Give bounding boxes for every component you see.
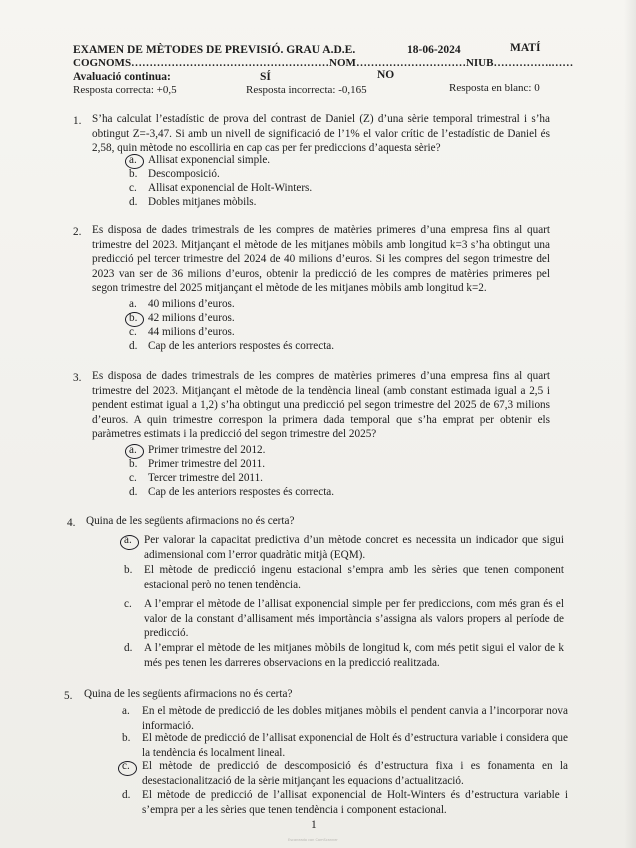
question-text: Quina de les següents afirmacions no és certa?: [86, 515, 295, 527]
option-letter: d.: [129, 196, 138, 208]
option-text: 40 milions d’euros.: [148, 298, 235, 310]
score-incorrect: Resposta incorrecta: -0,165: [246, 84, 367, 96]
option-letter: a.: [129, 154, 137, 166]
question-number: 5.: [64, 690, 73, 702]
option-letter: c.: [129, 326, 137, 338]
question-text: Quina de les següents afirmacions no és certa?: [84, 688, 293, 700]
option-letter: d.: [129, 340, 138, 352]
option-letter: a.: [129, 298, 137, 310]
option-text: El mètode de predicció ingenu estacional s’empra amb les sèries que tenen component estacional però no tenen tendència.: [144, 564, 564, 591]
option-letter: c.: [129, 472, 137, 484]
option-letter: b.: [122, 732, 131, 744]
evaluation-label: Avaluació continua:: [73, 71, 171, 83]
option-text: Tercer trimestre del 2011.: [148, 472, 263, 484]
option-letter: d.: [122, 789, 131, 801]
option-letter: c.: [124, 598, 132, 610]
option-text: En el mètode de predicció de les dobles mitjanes mòbils el pendent canvia a l’incorporar nova informació.: [142, 705, 568, 732]
option-text: El mètode de predicció de l’allisat exponencial de Holt-Winters és d’estructura variable i s’empra per a les sèries que tenen tendència i component estacional.: [142, 789, 568, 816]
option-letter: a.: [122, 705, 130, 717]
question-number: 4.: [67, 517, 76, 529]
option-text: Dobles mitjanes mòbils.: [148, 196, 257, 208]
option-letter: c.: [122, 760, 130, 772]
question-number: 1.: [73, 115, 82, 127]
option-text: A l’emprar el mètode de l’allisat exponencial simple per fer prediccions, com més gran és el valor de la constant d’allisament més importància s’assigna als valors propers al període de predicció.: [144, 598, 564, 640]
option-letter: b.: [129, 458, 138, 470]
option-text: Cap de les anteriors respostes és correcta.: [148, 340, 335, 352]
page-number: 1: [311, 819, 317, 831]
question-text: S’ha calculat l’estadístic de prova del contrast de Daniel (Z) d’una sèrie temporal trimestral i s’ha obtingut Z=-3,47. Si amb un nivell de significació de l’1% el valor crític de l’estadístic de Daniel és 2,58, quin mètode no escolliria en cap cas per fer prediccions d’aquesta sèrie?: [92, 113, 550, 155]
evaluation-yes: SÍ: [260, 71, 271, 83]
option-letter: c.: [129, 182, 137, 194]
option-text: Primer trimestre del 2011.: [148, 458, 266, 470]
option-text: 42 milions d’euros.: [148, 312, 235, 324]
option-text: Allisat exponencial de Holt-Winters.: [148, 182, 313, 194]
question-text: Es disposa de dades trimestrals de les compres de matèries primeres d’una empresa fins al quart trimestre del 2023. Mitjançant el mètode de les mitjanes mòbils amb longitud k=3 s’ha obtingut una predicció pel tercer trimestre del 2024 de 40 milions d’euros. Si les compres del segon trimestre del 2023 van ser de 36 milions d’euros, obtenir la predicció de les compres de matèries primeres pel segon trimestre del 2025 mitjançant el mètode de les mitjanes mòbils amb longitud k=2.: [92, 224, 550, 295]
exam-title: EXAMEN DE MÈTODES DE PREVISIÓ. GRAU A.D.E.: [73, 44, 356, 56]
option-letter: b.: [129, 312, 138, 324]
option-text: El mètode de predicció de l’allisat exponencial de Holt és d’estructura variable i considera que la tendència és localment lineal.: [142, 732, 568, 759]
question-text: Es disposa de dades trimestrals de les compres de matèries primeres d’una empresa fins al quart trimestre del 2023. Mitjançant el mètode de la tendència lineal (amb constant estimada igual a 2,5 i pendent estimat igual a 1,2) s’ha obtingut una predicció pel segon trimestre del 2025 de 67,3 milions d’euros. A quin trimestre correspon la primera dada temporal que s’ha emprat per obtenir els paràmetres estimats i la predicció del segon trimestre del 2025?: [92, 370, 550, 441]
page-edge-shadow: [624, 0, 636, 848]
option-letter: d.: [124, 642, 133, 654]
name-fields-line: COGNOMS………………………………………………NOM…………………………NIUB…………….……: [73, 57, 574, 69]
option-text: Per valorar la capacitat predictiva d’un mètode concret es necessita un indicador que sigui adimensional com l’error quadràtic mitjà (EQM).: [144, 534, 564, 561]
option-text: Primer trimestre del 2012.: [148, 444, 266, 456]
option-letter: d.: [129, 486, 138, 498]
option-text: Descomposició.: [148, 168, 220, 180]
option-text: El mètode de predicció de descomposició és d’estructura fixa i es fonamenta en la desestacionalització de la sèrie mitjançant les equacions d’actualització.: [142, 760, 568, 787]
option-text: Cap de les anteriors respostes és correcta.: [148, 486, 335, 498]
option-letter: b.: [129, 168, 138, 180]
option-letter: a.: [124, 534, 132, 546]
option-letter: b.: [124, 564, 133, 576]
exam-date: 18-06-2024: [407, 44, 461, 56]
score-correct: Resposta correcta: +0,5: [73, 84, 177, 96]
evaluation-no: NO: [377, 69, 395, 81]
option-letter: a.: [129, 444, 137, 456]
scanner-watermark: Escaneado con CamScanner: [288, 838, 338, 842]
question-number: 3.: [73, 372, 82, 384]
option-text: 44 milions d’euros.: [148, 326, 235, 338]
score-blank: Resposta en blanc: 0: [449, 82, 540, 94]
exam-session: MATÍ: [510, 42, 541, 54]
option-text: Allisat exponencial simple.: [148, 154, 271, 166]
question-number: 2.: [73, 226, 82, 238]
option-text: A l’emprar el mètode de les mitjanes mòbils de longitud k, com més petit sigui el valor de k més pes tenen les darreres observacions en la predicció realitzada.: [144, 642, 564, 669]
